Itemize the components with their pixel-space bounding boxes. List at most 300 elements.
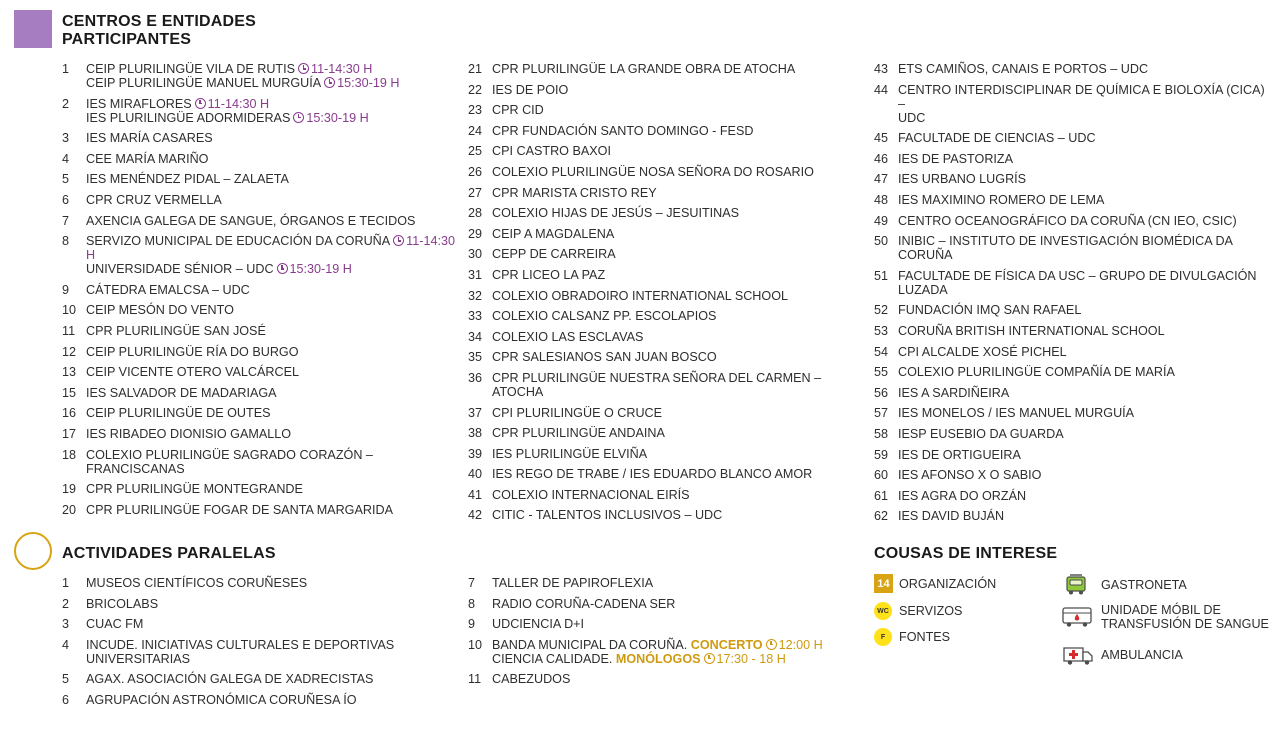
legend-servizos-label: SERVIZOS — [899, 604, 963, 618]
list-item — [62, 365, 462, 379]
item-text — [86, 283, 462, 297]
item-number: 35 — [468, 350, 483, 365]
item-text — [86, 97, 462, 125]
item-line — [492, 488, 868, 502]
item-label: IES DE ORTIGUEIRA — [898, 447, 1021, 462]
list-item — [62, 482, 462, 496]
item-text — [492, 144, 868, 158]
item-line — [86, 193, 462, 207]
item-text — [492, 672, 868, 686]
item-line — [898, 386, 1274, 400]
item-number: 60 — [874, 468, 889, 483]
item-line — [898, 468, 1274, 482]
item-line — [898, 448, 1274, 462]
item-line — [492, 165, 868, 179]
item-text — [898, 83, 1274, 125]
item-line — [492, 206, 868, 220]
item-label: CPR FUNDACIÓN SANTO DOMINGO - FESD — [492, 123, 754, 138]
item-number: 1 — [62, 576, 70, 590]
item-label: IES AFONSO X O SABIO — [898, 468, 1042, 483]
list-item — [874, 152, 1274, 166]
item-number: 33 — [468, 309, 483, 324]
item-label: IES SALVADOR DE MADARIAGA — [86, 385, 277, 400]
wc-icon: WC — [874, 602, 892, 620]
list-item — [62, 234, 462, 276]
item-line — [86, 693, 462, 707]
item-line — [492, 330, 868, 344]
item-line — [898, 248, 1274, 262]
list-item — [62, 693, 462, 707]
list-item — [468, 330, 868, 344]
item-text — [492, 638, 868, 666]
list-item — [62, 172, 462, 186]
item-line — [86, 617, 462, 631]
legend-gastroneta-label: GASTRONETA — [1101, 578, 1187, 592]
item-number: 24 — [468, 123, 483, 138]
item-label: COLEXIO OBRADOIRO INTERNATIONAL SCHOOL — [492, 288, 789, 303]
list-item — [468, 206, 868, 220]
item-number: 18 — [62, 447, 77, 462]
item-text — [492, 350, 868, 364]
item-number: 6 — [62, 692, 70, 707]
item-label: AXENCIA GALEGA DE SANGUE, ÓRGANOS E TECIDOS — [86, 213, 416, 228]
clock-icon — [277, 263, 288, 274]
item-line — [86, 597, 462, 611]
item-text — [86, 503, 462, 517]
item-label: COLEXIO CALSANZ PP. ESCOLAPIOS — [492, 309, 717, 324]
item-text — [898, 152, 1274, 166]
item-label: IES MONELOS / IES MANUEL MURGUÍA — [898, 406, 1135, 421]
clock-icon — [324, 77, 335, 88]
item-number: 36 — [468, 370, 483, 385]
item-number: 48 — [874, 192, 889, 207]
list-item — [874, 448, 1274, 462]
item-line — [86, 365, 462, 379]
item-label: INIBIC – INSTITUTO DE INVESTIGACIÓN BIOMÉDICA DA — [898, 234, 1233, 249]
item-line — [492, 385, 868, 399]
item-label: COLEXIO INTERNACIONAL EIRÍS — [492, 487, 690, 502]
schedule-time-text: 11-14:30 H — [207, 96, 270, 111]
legend-ambulancia — [1062, 643, 1183, 667]
item-label: AGRUPACIÓN ASTRONÓMICA CORUÑESA ÍO — [86, 692, 357, 707]
item-number: 16 — [62, 406, 77, 421]
item-label: BANDA MUNICIPAL DA CORUÑA. — [492, 637, 688, 652]
item-label: UNIVERSITARIAS — [86, 651, 191, 666]
legend-unidade-label — [1101, 603, 1269, 631]
item-text — [86, 214, 462, 228]
legend-organizacion-label: ORGANIZACIÓN — [899, 576, 997, 591]
item-text — [86, 324, 462, 338]
item-label: IESP EUSEBIO DA GUARDA — [898, 426, 1064, 441]
clock-icon — [704, 653, 715, 664]
list-item — [62, 638, 462, 666]
item-label: IES PLURILINGÜE ELVIÑA — [492, 446, 648, 461]
list-item — [468, 467, 868, 481]
item-label: CPR MARISTA CRISTO REY — [492, 185, 657, 200]
item-text — [492, 488, 868, 502]
list-item — [468, 406, 868, 420]
list-item — [874, 427, 1274, 441]
schedule-time — [274, 262, 352, 276]
item-text — [86, 234, 462, 276]
event-type: MONÓLOGOS — [615, 651, 701, 666]
item-text — [86, 427, 462, 441]
list-item — [874, 131, 1274, 145]
item-line — [86, 76, 462, 90]
item-text — [492, 268, 868, 282]
centros-list-col1 — [62, 62, 462, 523]
item-label: CEIP MESÓN DO VENTO — [86, 303, 234, 318]
list-item — [468, 186, 868, 200]
item-text — [492, 330, 868, 344]
item-line — [492, 268, 868, 282]
item-label: MUSEOS CIENTÍFICOS CORUÑESES — [86, 576, 308, 590]
item-text — [898, 386, 1274, 400]
list-item — [874, 214, 1274, 228]
clock-icon — [195, 98, 206, 109]
item-text — [898, 427, 1274, 441]
item-number: 58 — [874, 426, 889, 441]
item-line — [898, 509, 1274, 523]
legend-unidade-movil — [1062, 603, 1269, 631]
item-number: 52 — [874, 303, 889, 318]
item-line — [492, 371, 868, 385]
item-line — [492, 309, 868, 323]
item-label: CENTRO OCEANOGRÁFICO DA CORUÑA (CN IEO, CSIC) — [898, 213, 1237, 228]
item-text — [898, 509, 1274, 523]
item-number: 8 — [62, 234, 70, 249]
item-text — [898, 214, 1274, 228]
schedule-time-text: 15:30-19 H — [306, 110, 369, 125]
item-text — [898, 365, 1274, 379]
item-label: IES AGRA DO ORZÁN — [898, 488, 1027, 503]
item-line — [898, 83, 1274, 111]
list-item — [62, 303, 462, 317]
item-text — [86, 482, 462, 496]
item-line — [86, 448, 462, 462]
item-number: 32 — [468, 288, 483, 303]
item-line — [86, 62, 462, 76]
item-text — [86, 638, 462, 666]
item-text — [492, 247, 868, 261]
schedule-time-text: 17:30 - 18 H — [716, 651, 786, 666]
item-label: CEIP PLURILINGÜE VILA DE RUTIS — [86, 62, 296, 76]
item-text — [86, 672, 462, 686]
legend-fontes-label: FONTES — [899, 630, 951, 644]
list-item — [62, 193, 462, 207]
item-line — [492, 597, 868, 611]
item-text — [898, 172, 1274, 186]
item-label: CPR PLURILINGÜE ANDAINA — [492, 426, 665, 441]
item-line — [86, 111, 462, 125]
item-number: 15 — [62, 385, 77, 400]
item-line — [898, 489, 1274, 503]
item-line — [898, 234, 1274, 248]
item-label: SERVIZO MUNICIPAL DE EDUCACIÓN DA CORUÑA — [86, 234, 391, 249]
item-line — [86, 672, 462, 686]
item-text — [492, 508, 868, 522]
item-line — [86, 283, 462, 297]
item-label: CÁTEDRA EMALCSA – UDC — [86, 282, 250, 297]
item-number: 4 — [62, 637, 70, 652]
item-label: CPR PLURILINGÜE SAN JOSÉ — [86, 323, 266, 338]
item-text — [86, 365, 462, 379]
list-item — [468, 268, 868, 282]
item-number: 10 — [62, 303, 77, 318]
item-number: 61 — [874, 488, 889, 503]
item-line — [492, 186, 868, 200]
item-text — [492, 289, 868, 303]
list-item — [468, 488, 868, 502]
item-line — [492, 227, 868, 241]
centros-title-line1: CENTROS E ENTIDADES — [62, 13, 257, 30]
item-text — [898, 131, 1274, 145]
legend-unidade-line1: UNIDADE MÓBIL DE — [1101, 603, 1221, 617]
item-number: 9 — [468, 617, 476, 632]
item-text — [898, 406, 1274, 420]
item-text — [86, 597, 462, 611]
item-text — [898, 324, 1274, 338]
clock-icon — [293, 112, 304, 123]
item-label: IES PLURILINGÜE ADORMIDERAS — [86, 110, 291, 125]
item-line — [492, 247, 868, 261]
item-line — [86, 97, 462, 111]
item-label: CPR PLURILINGÜE NUESTRA SEÑORA DEL CARMEN – — [492, 370, 822, 385]
schedule-time — [763, 638, 823, 652]
item-label: COLEXIO PLURILINGÜE NOSA SEÑORA DO ROSARIO — [492, 164, 814, 179]
item-label: IES MARÍA CASARES — [86, 131, 213, 146]
item-number: 13 — [62, 365, 77, 380]
item-number: 62 — [874, 509, 889, 524]
list-item — [468, 350, 868, 364]
list-item — [468, 165, 868, 179]
list-item — [468, 309, 868, 323]
item-number: 30 — [468, 247, 483, 262]
item-label: FACULTADE DE FÍSICA DA USC – GRUPO DE DIVULGACIÓN — [898, 268, 1257, 283]
list-item — [468, 576, 868, 590]
item-line — [492, 289, 868, 303]
item-label: ETS CAMIÑOS, CANAIS E PORTOS – UDC — [898, 62, 1149, 76]
list-item — [62, 62, 462, 90]
item-text — [492, 309, 868, 323]
item-text — [492, 597, 868, 611]
item-label: CEPP DE CARREIRA — [492, 247, 616, 262]
schedule-time — [701, 652, 786, 666]
legend-gastroneta — [1062, 574, 1187, 596]
item-number: 7 — [62, 213, 70, 228]
item-text — [492, 576, 868, 590]
item-text — [898, 345, 1274, 359]
item-label: FRANCISCANAS — [86, 461, 185, 476]
item-number: 29 — [468, 226, 483, 241]
item-label: IES DE PASTORIZA — [898, 151, 1014, 166]
item-label: COLEXIO PLURILINGÜE SAGRADO CORAZÓN – — [86, 447, 373, 462]
item-line — [86, 214, 462, 228]
item-number: 17 — [62, 426, 77, 441]
list-item — [874, 303, 1274, 317]
item-text — [86, 131, 462, 145]
food-truck-icon — [1062, 574, 1090, 596]
list-item — [62, 345, 462, 359]
item-number: 21 — [468, 62, 483, 76]
item-label: CPI PLURILINGÜE O CRUCE — [492, 405, 663, 420]
item-label: LUZADA — [898, 282, 948, 297]
list-item — [874, 406, 1274, 420]
item-number: 7 — [468, 576, 476, 590]
item-line — [86, 152, 462, 166]
item-line — [86, 172, 462, 186]
item-line — [86, 652, 462, 666]
item-number: 49 — [874, 213, 889, 228]
list-item — [874, 193, 1274, 207]
item-line — [492, 350, 868, 364]
list-item — [468, 617, 868, 631]
item-line — [898, 324, 1274, 338]
item-label: IES URBANO LUGRÍS — [898, 172, 1027, 187]
item-number: 19 — [62, 482, 77, 497]
item-label: COLEXIO HIJAS DE JESÚS – JESUITINAS — [492, 206, 740, 221]
item-label: COLEXIO PLURILINGÜE COMPAÑÍA DE MARÍA — [898, 365, 1175, 380]
schedule-time — [290, 111, 368, 125]
item-text — [492, 124, 868, 138]
item-label: UDCIENCIA D+I — [492, 617, 585, 632]
list-item — [62, 324, 462, 338]
item-text — [898, 303, 1274, 317]
item-number: 57 — [874, 406, 889, 421]
item-line — [86, 406, 462, 420]
list-item — [468, 371, 868, 399]
item-label: TALLER DE PAPIROFLEXIA — [492, 576, 654, 590]
item-text — [492, 186, 868, 200]
item-line — [898, 111, 1274, 125]
item-label: IES MENÉNDEZ PIDAL – ZALAETA — [86, 172, 289, 187]
item-number: 51 — [874, 268, 889, 283]
item-text — [898, 234, 1274, 262]
ambulance-icon — [1062, 643, 1094, 667]
list-item — [62, 214, 462, 228]
item-label: IES MIRAFLORES — [86, 96, 192, 111]
item-text — [492, 426, 868, 440]
item-text — [492, 206, 868, 220]
item-line — [898, 131, 1274, 145]
item-number: 10 — [468, 637, 483, 652]
item-number: 5 — [62, 172, 70, 187]
item-text — [86, 345, 462, 359]
item-number: 11 — [468, 672, 482, 687]
item-label: CPR PLURILINGÜE LA GRANDE OBRA DE ATOCHA — [492, 62, 796, 76]
item-label: IES REGO DE TRABE / IES EDUARDO BLANCO AMOR — [492, 467, 813, 482]
list-item — [468, 289, 868, 303]
item-line — [492, 508, 868, 522]
item-number: 11 — [62, 323, 76, 338]
list-item — [874, 509, 1274, 523]
actividades-list-col2 — [468, 576, 868, 693]
item-label: CENTRO INTERDISCIPLINAR DE QUÍMICA E BIOLOXÍA (CICA) – — [898, 82, 1265, 111]
item-line — [86, 234, 462, 262]
item-line — [898, 345, 1274, 359]
schedule-time — [295, 62, 372, 76]
item-line — [86, 576, 462, 590]
item-text — [492, 62, 868, 76]
fountain-icon: F — [874, 628, 892, 646]
list-item — [468, 638, 868, 666]
list-item — [62, 672, 462, 686]
list-item — [62, 131, 462, 145]
item-label: CORUÑA BRITISH INTERNATIONAL SCHOOL — [898, 323, 1165, 338]
item-text — [86, 576, 462, 590]
list-item — [468, 247, 868, 261]
schedule-time-text: 11-14:30 H — [311, 62, 373, 76]
item-label: CPR CID — [492, 103, 544, 118]
item-line — [492, 124, 868, 138]
item-line — [86, 503, 462, 517]
item-text — [492, 406, 868, 420]
centros-title — [62, 13, 256, 49]
actividades-title: ACTIVIDADES PARALELAS — [62, 545, 276, 562]
legend-unidade-line2: TRANSFUSIÓN DE SANGUE — [1101, 617, 1269, 631]
item-line — [492, 576, 868, 590]
item-number: 46 — [874, 151, 889, 166]
item-label: AGAX. ASOCIACIÓN GALEGA DE XADRECISTAS — [86, 672, 374, 687]
item-line — [492, 83, 868, 97]
list-item — [62, 283, 462, 297]
item-text — [898, 468, 1274, 482]
item-number: 56 — [874, 385, 889, 400]
item-line — [898, 427, 1274, 441]
item-number: 5 — [62, 672, 70, 687]
item-number: 9 — [62, 282, 70, 297]
item-number: 26 — [468, 164, 483, 179]
list-item — [874, 489, 1274, 503]
item-label: CPR LICEO LA PAZ — [492, 267, 606, 282]
item-line — [86, 262, 462, 276]
item-label: CEIP PLURILINGÜE RÍA DO BURGO — [86, 344, 299, 359]
schedule-time-text: 15:30-19 H — [289, 262, 352, 277]
item-label: RADIO CORUÑA-CADENA SER — [492, 596, 676, 611]
list-item — [62, 448, 462, 476]
legend-fontes — [874, 628, 950, 646]
cousas-title: COUSAS DE INTERESE — [874, 545, 1058, 562]
item-label: ATOCHA — [492, 384, 544, 399]
item-number: 44 — [874, 82, 889, 97]
item-number: 38 — [468, 426, 483, 441]
list-item — [468, 144, 868, 158]
item-number: 54 — [874, 344, 889, 359]
item-label: CPR CRUZ VERMELLA — [86, 192, 222, 207]
list-item — [468, 83, 868, 97]
list-item — [62, 427, 462, 441]
item-line — [86, 324, 462, 338]
item-text — [898, 269, 1274, 297]
item-number: 37 — [468, 405, 483, 420]
item-line — [86, 427, 462, 441]
item-number: 3 — [62, 131, 70, 146]
list-item — [62, 386, 462, 400]
item-line — [86, 131, 462, 145]
item-number: 47 — [874, 172, 889, 187]
item-text — [86, 617, 462, 631]
list-item — [874, 83, 1274, 125]
item-number: 53 — [874, 323, 889, 338]
item-line — [492, 467, 868, 481]
item-number: 42 — [468, 508, 483, 523]
legend-servizos — [874, 602, 962, 620]
item-label: IES RIBADEO DIONISIO GAMALLO — [86, 426, 292, 441]
item-line — [86, 303, 462, 317]
item-number: 6 — [62, 192, 70, 207]
item-label: COLEXIO LAS ESCLAVAS — [492, 329, 644, 344]
item-line — [492, 62, 868, 76]
